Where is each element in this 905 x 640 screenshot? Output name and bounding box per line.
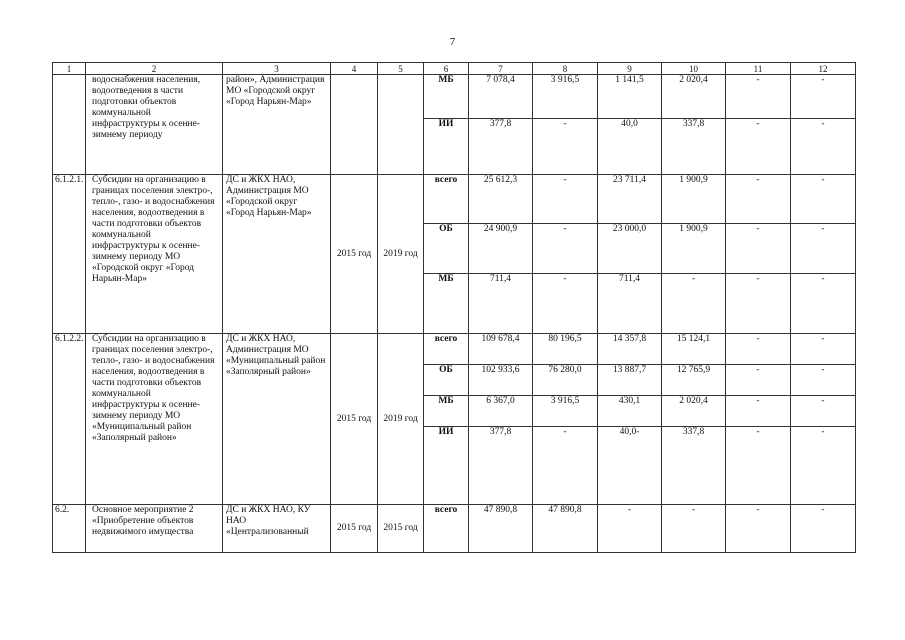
funding-source: всего — [424, 175, 469, 224]
value-cell: - — [726, 119, 791, 175]
funding-source: ИИ — [424, 119, 469, 175]
value-cell: 25 612,3 — [469, 175, 533, 224]
value-cell: 47 890,8 — [469, 505, 533, 553]
funding-source: всего — [424, 505, 469, 553]
measure-name: водоснабжения населения, водоотведения в части подготовки объектов коммунальной инфраструктуры к осенне-зимнему периоду — [86, 75, 223, 175]
value-cell: - — [791, 224, 856, 274]
header-cell: 10 — [662, 63, 726, 75]
value-cell: - — [533, 427, 598, 505]
value-cell: - — [791, 175, 856, 224]
executor-cell: район», Администрация МО «Городской округ «Город Нарьян-Мар» — [223, 75, 331, 175]
table-row — [53, 334, 856, 365]
table-row — [53, 75, 856, 119]
measure-name: Основное мероприятие 2 «Приобретение объектов недвижимого имущества — [86, 505, 223, 553]
value-cell: 76 280,0 — [533, 365, 598, 396]
value-cell: - — [726, 396, 791, 427]
value-cell: - — [791, 119, 856, 175]
value-cell: - — [726, 365, 791, 396]
value-cell: - — [598, 505, 662, 553]
header-cell: 7 — [469, 63, 533, 75]
funding-source: МБ — [424, 75, 469, 119]
value-cell: 15 124,1 — [662, 334, 726, 365]
value-cell: 2 020,4 — [662, 75, 726, 119]
value-cell: 80 196,5 — [533, 334, 598, 365]
measure-name: Субсидии на организацию в границах поселения электро-, тепло-, газо- и водоснабжения населения, водоотведения в части подготовки объектов коммунальной инфраструктуры к осенне-зимнему периоду МО «Муниципальный район «Заполярный район» — [86, 334, 223, 505]
end-year: 2019 год — [378, 334, 424, 505]
start-year: 2015 год — [331, 175, 378, 334]
funding-source: ОБ — [424, 224, 469, 274]
header-cell: 12 — [791, 63, 856, 75]
header-cell: 4 — [331, 63, 378, 75]
start-year: 2015 год — [331, 334, 378, 505]
value-cell: - — [791, 505, 856, 553]
value-cell: 12 765,9 — [662, 365, 726, 396]
value-cell: - — [791, 396, 856, 427]
header-cell: 11 — [726, 63, 791, 75]
value-cell: 1 900,9 — [662, 175, 726, 224]
value-cell: 23 000,0 — [598, 224, 662, 274]
executor-cell: ДС и ЖКХ НАО, Администрация МО «Муниципальный район «Заполярный район» — [223, 334, 331, 505]
funding-source: всего — [424, 334, 469, 365]
value-cell: - — [533, 274, 598, 334]
funding-source: МБ — [424, 274, 469, 334]
header-cell: 9 — [598, 63, 662, 75]
value-cell: 3 916,5 — [533, 75, 598, 119]
value-cell: 1 141,5 — [598, 75, 662, 119]
header-row — [53, 63, 856, 75]
value-cell: - — [533, 175, 598, 224]
header-cell: 3 — [223, 63, 331, 75]
value-cell: - — [662, 274, 726, 334]
code-cell: 6.2. — [53, 505, 86, 553]
value-cell: 1 900,9 — [662, 224, 726, 274]
value-cell: - — [726, 274, 791, 334]
value-cell: - — [726, 427, 791, 505]
value-cell: 102 933,6 — [469, 365, 533, 396]
executor-cell: ДС и ЖКХ НАО, Администрация МО «Городской округ «Город Нарьян-Мар» — [223, 175, 331, 334]
funding-source: МБ — [424, 396, 469, 427]
value-cell: - — [726, 224, 791, 274]
code-cell: 6.1.2.1. — [53, 175, 86, 334]
start-year — [331, 75, 378, 175]
value-cell: 711,4 — [469, 274, 533, 334]
table-row — [53, 505, 856, 553]
end-year — [378, 75, 424, 175]
value-cell: 337,8 — [662, 427, 726, 505]
value-cell: 14 357,8 — [598, 334, 662, 365]
budget-table — [52, 62, 856, 553]
start-year: 2015 год — [331, 505, 378, 553]
header-cell: 8 — [533, 63, 598, 75]
value-cell: 337,8 — [662, 119, 726, 175]
value-cell: - — [726, 175, 791, 224]
value-cell: 23 711,4 — [598, 175, 662, 224]
value-cell: - — [791, 365, 856, 396]
measure-name: Субсидии на организацию в границах поселения электро-, тепло-, газо- и водоснабжения населения, водоотведения в части подготовки объектов коммунальной инфраструктуры к осенне-зимнему периоду МО «Городской округ «Город Нарьян-Мар» — [86, 175, 223, 334]
value-cell: - — [726, 334, 791, 365]
header-cell: 5 — [378, 63, 424, 75]
value-cell: 40,0 — [598, 119, 662, 175]
value-cell: 13 887,7 — [598, 365, 662, 396]
value-cell: - — [533, 224, 598, 274]
value-cell: - — [662, 505, 726, 553]
header-cell: 1 — [53, 63, 86, 75]
value-cell: - — [791, 274, 856, 334]
value-cell: 109 678,4 — [469, 334, 533, 365]
value-cell: 2 020,4 — [662, 396, 726, 427]
code-cell: 6.1.2.2. — [53, 334, 86, 505]
value-cell: 24 900,9 — [469, 224, 533, 274]
executor-cell: ДС и ЖКХ НАО, КУ НАО «Централизованный — [223, 505, 331, 553]
value-cell: - — [726, 505, 791, 553]
value-cell: - — [791, 75, 856, 119]
value-cell: 6 367,0 — [469, 396, 533, 427]
value-cell: 47 890,8 — [533, 505, 598, 553]
value-cell: - — [791, 334, 856, 365]
value-cell: - — [791, 427, 856, 505]
funding-source: ОБ — [424, 365, 469, 396]
code-cell — [53, 75, 86, 175]
value-cell: 40,0- — [598, 427, 662, 505]
value-cell: 711,4 — [598, 274, 662, 334]
funding-source: ИИ — [424, 427, 469, 505]
value-cell: 3 916,5 — [533, 396, 598, 427]
value-cell: - — [533, 119, 598, 175]
page-number: 7 — [449, 36, 456, 48]
value-cell: 430,1 — [598, 396, 662, 427]
value-cell: 377,8 — [469, 427, 533, 505]
end-year: 2019 год — [378, 175, 424, 334]
value-cell: 7 078,4 — [469, 75, 533, 119]
header-cell: 2 — [86, 63, 223, 75]
value-cell: - — [726, 75, 791, 119]
end-year: 2015 год — [378, 505, 424, 553]
table-row — [53, 175, 856, 224]
value-cell: 377,8 — [469, 119, 533, 175]
header-cell: 6 — [424, 63, 469, 75]
